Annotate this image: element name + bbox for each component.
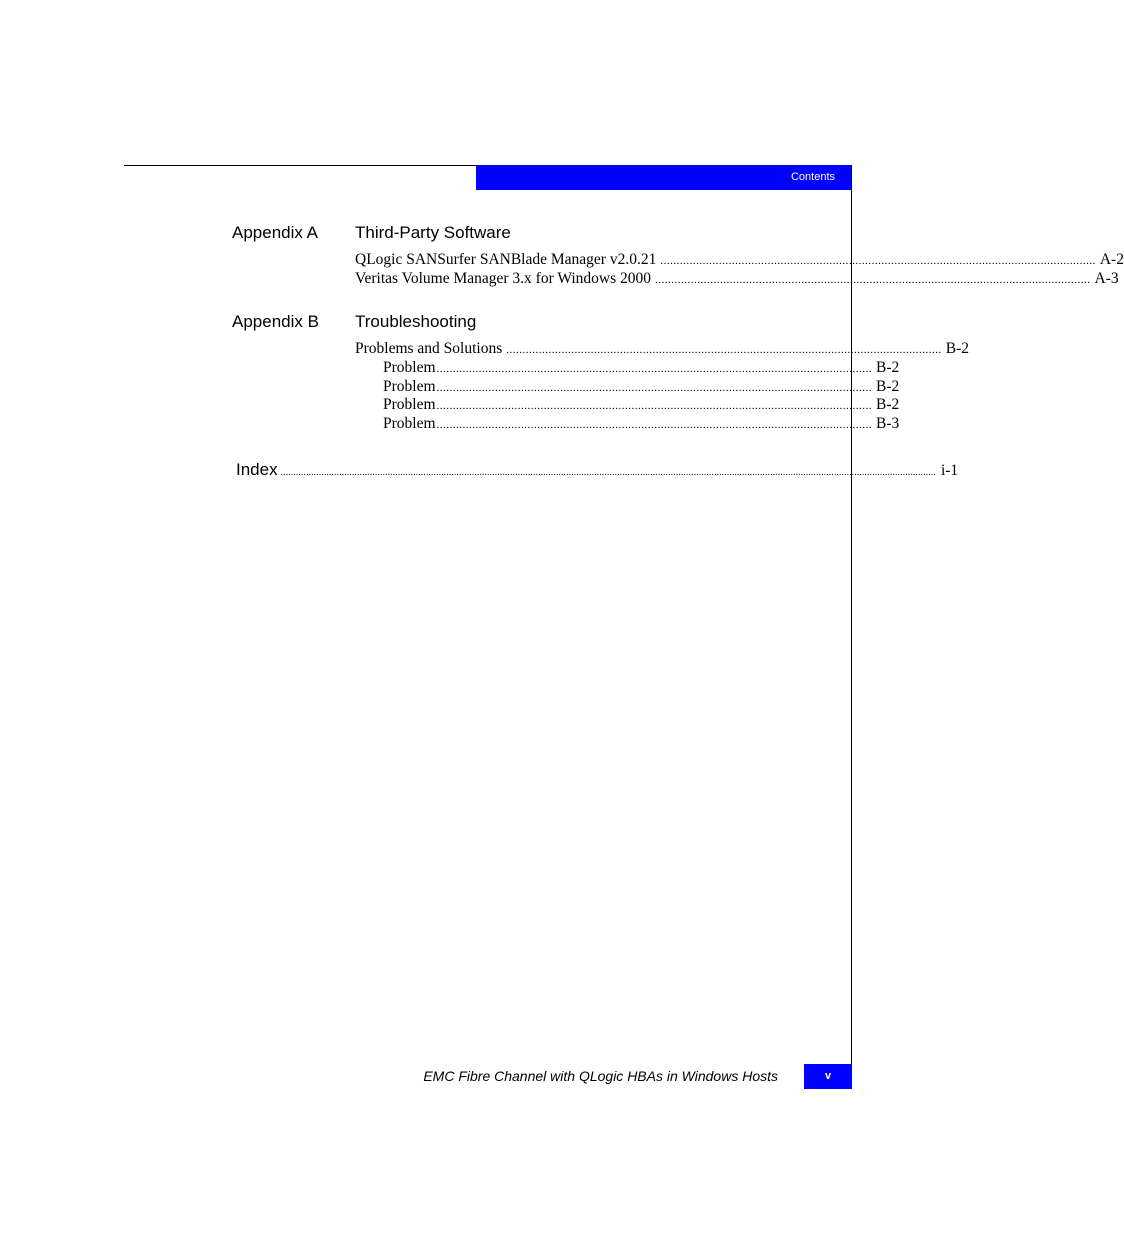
toc-entry[interactable] [355, 339, 970, 358]
dot-leader: ...................................................................................................................................... [436, 382, 873, 394]
dot-leader: ................................................................................................................................................................................................................................................................. [280, 467, 936, 477]
running-header [476, 165, 851, 190]
toc-entry-page: A-2 [1099, 251, 1124, 268]
toc-entry-page: B-2 [876, 378, 900, 395]
toc-entry-text: Problem [383, 359, 436, 376]
toc-entry[interactable] [355, 250, 1124, 269]
toc-entry[interactable] [383, 414, 900, 433]
toc-entry-text: Problem [383, 378, 436, 395]
appendix-a-title: Third-Party Software [355, 223, 511, 242]
top-rule [124, 165, 476, 166]
toc-entry[interactable] [355, 269, 1119, 288]
toc-entry[interactable] [383, 377, 900, 396]
toc-entry-text: Problem [383, 415, 436, 432]
index-label: Index [236, 460, 278, 479]
toc-entry[interactable] [383, 358, 900, 377]
toc-index-entry[interactable] [236, 460, 959, 480]
toc-entry-text: Problem [383, 396, 436, 413]
footer-page-number: v [804, 1064, 852, 1089]
toc-entry-page: A-3 [1094, 270, 1119, 287]
right-margin-rule [851, 165, 852, 1089]
dot-leader: ...................................................................................................................................... [506, 344, 942, 356]
dot-leader: ...................................................................................................................................... [436, 419, 873, 431]
toc-entry-text: Problems and Solutions [355, 340, 503, 357]
dot-leader: ...................................................................................................................................... [660, 255, 1096, 267]
appendix-b-title: Troubleshooting [355, 312, 477, 331]
toc-entry-page: B-2 [945, 340, 970, 357]
running-header-title: Contents [790, 171, 835, 183]
appendix-a-label: Appendix A [232, 223, 319, 242]
appendix-b-label: Appendix B [232, 312, 319, 331]
toc-entry-text: Veritas Volume Manager 3.x for Windows 2000 [355, 270, 651, 287]
dot-leader: ...................................................................................................................................... [436, 363, 873, 375]
toc-entry-page: B-3 [876, 415, 900, 432]
dot-leader: ...................................................................................................................................... [436, 400, 873, 412]
toc-entry[interactable] [383, 395, 900, 414]
toc-entry-page: B-2 [876, 396, 900, 413]
dot-leader: ...................................................................................................................................... [655, 274, 1091, 286]
footer-book-title: EMC Fibre Channel with QLogic HBAs in Windows Hosts [423, 1068, 778, 1084]
toc-entry-page: B-2 [876, 359, 900, 376]
index-page: i-1 [940, 462, 959, 479]
toc-entry-text: QLogic SANSurfer SANBlade Manager v2.0.21 [355, 251, 657, 268]
